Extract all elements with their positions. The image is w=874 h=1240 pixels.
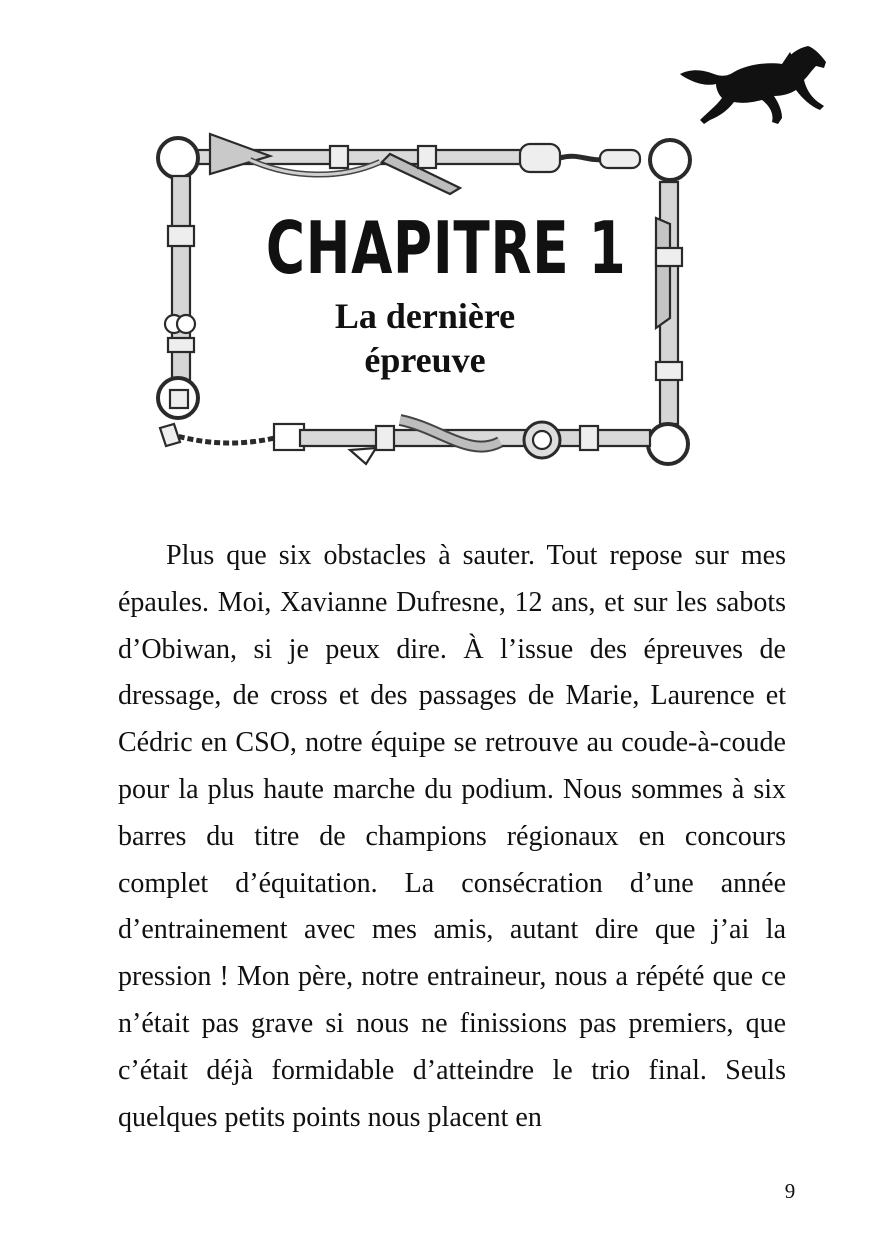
body-paragraph: Plus que six obstacles à sauter. Tout repose sur mes épaules. Moi, Xavianne Dufresne, 12 ans, et sur les sabots d’Obiwan, si je peux dire. À l’issue des épreuves de dressage, de cross et des passages de Marie, Laurence et Cédric en CSO, notre équipe se retrouve au coude-à-coude pour la plus haute marche du podium. Nous sommes à six barres du titre de champions régionaux en concours complet d’équitation. La consécration d’une année d’entrainement avec mes amis, autant dire que j’ai la pression ! Mon père, notre entraineur, nous a répété que ce n’était pas grave si nous ne finissions pas premiers, que c’était déjà formidable d’atteindre le trio final. Seuls quelques petits points nous placent en xyxy=(118,540,786,1133)
chapter-heading xyxy=(210,206,640,382)
page-number: 9 xyxy=(784,1179,796,1203)
running-horse-icon xyxy=(678,40,828,128)
chapter-title: CHAPITRE 1 xyxy=(265,206,627,290)
chapter-subtitle: La dernière épreuve xyxy=(334,296,516,380)
